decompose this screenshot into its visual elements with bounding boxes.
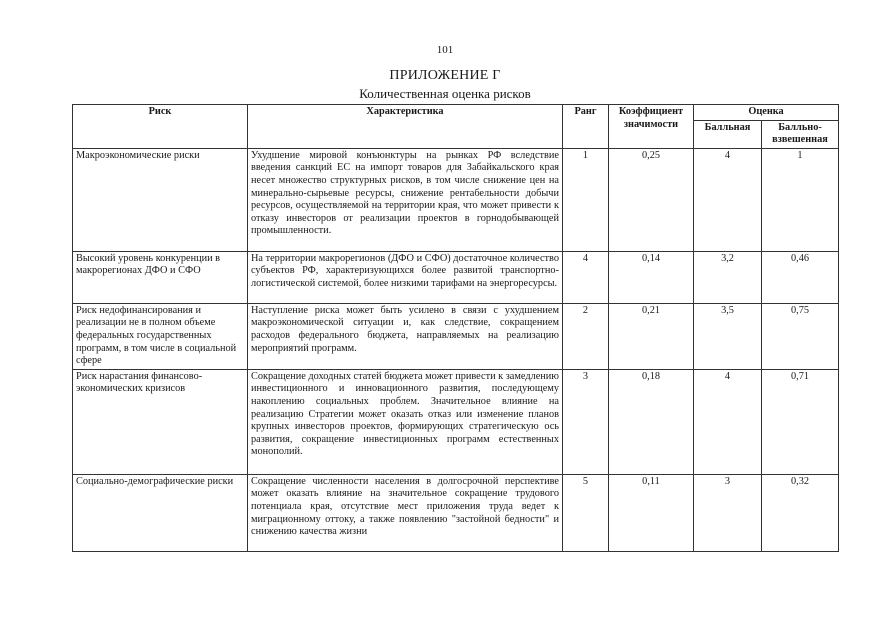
description-cell: Наступление риска может быть усилено в связи с ухудшением макроэкономической ситуации и, как следствие, сокращением расходов федерального бюджета, направляемых на реализацию мероприятий программ. (248, 303, 563, 369)
points-cell: 3,5 (694, 303, 762, 369)
rank-cell: 2 (563, 303, 609, 369)
description-cell: На территории макрорегионов (ДФО и СФО) достаточное количество субъектов РФ, характеризующихся более развитой транспортно-логистической системой, более низкими тарифами на энергоресурсы. (248, 251, 563, 303)
header-coefficient: Коэффициент значимости (609, 105, 694, 149)
risk-cell: Риск нарастания финансово-экономических кризисов (73, 369, 248, 474)
coefficient-cell: 0,25 (609, 148, 694, 251)
header-score: Оценка (694, 105, 839, 121)
table-row (73, 303, 839, 369)
weighted-cell: 0,71 (762, 369, 839, 474)
rank-cell: 3 (563, 369, 609, 474)
points-cell: 3 (694, 474, 762, 551)
table-header-row (73, 105, 839, 121)
header-characteristic: Характеристика (248, 105, 563, 149)
points-cell: 4 (694, 369, 762, 474)
coefficient-cell: 0,14 (609, 251, 694, 303)
table-row (73, 369, 839, 474)
coefficient-cell: 0,18 (609, 369, 694, 474)
risk-assessment-table (72, 104, 839, 552)
risk-cell: Социально-демографические риски (73, 474, 248, 551)
risk-cell: Макроэкономические риски (73, 148, 248, 251)
weighted-cell: 1 (762, 148, 839, 251)
header-risk: Риск (73, 105, 248, 149)
coefficient-cell: 0,11 (609, 474, 694, 551)
page-number: 101 (436, 44, 454, 56)
description-cell: Сокращение численности населения в долгосрочной перспективе может оказать влияние на значительное сокращение трудового потенциала края, отсутствие мест приложения труда ведет к миграционному оттоку, а также появлению "застойной бедности" и снижению качества жизни (248, 474, 563, 551)
points-cell: 3,2 (694, 251, 762, 303)
points-cell: 4 (694, 148, 762, 251)
table-row (73, 148, 839, 251)
rank-cell: 5 (563, 474, 609, 551)
risk-cell: Высокий уровень конкуренции в макрорегионах ДФО и СФО (73, 251, 248, 303)
table-title: Количественная оценка рисков (359, 86, 531, 101)
rank-cell: 4 (563, 251, 609, 303)
table-row (73, 474, 839, 551)
header-score-weighted: Балльно-взвешенная (762, 120, 839, 148)
weighted-cell: 0,32 (762, 474, 839, 551)
table-row (73, 251, 839, 303)
description-cell: Сокращение доходных статей бюджета может привести к замедлению инвестиционного и инновационного развития, последующему накоплению социальных проблем. Значительное влияние на реализацию Стратегии может оказать отказ или изменение планов крупных инвесторов проектов, формирующих стратегическую ось развития, сокращение инвестиционных программ естественных монополий. (248, 369, 563, 474)
header-rank: Ранг (563, 105, 609, 149)
weighted-cell: 0,46 (762, 251, 839, 303)
appendix-title: ПРИЛОЖЕНИЕ Г (389, 68, 501, 83)
description-cell: Ухудшение мировой конъюнктуры на рынках РФ вследствие введения санкций ЕС на импорт товаров для Забайкальского края несет множество структурных рисков, в том числе снижение цен на минерально-сырьевые ресурсы, снижение рентабельности добычи ресурсов, осуществляемой на территории края, что может привести к отказу инвесторов от реализации проектов в горнодобывающей промышленности. (248, 148, 563, 251)
header-score-points: Балльная (694, 120, 762, 148)
coefficient-cell: 0,21 (609, 303, 694, 369)
rank-cell: 1 (563, 148, 609, 251)
weighted-cell: 0,75 (762, 303, 839, 369)
risk-cell: Риск недофинансирования и реализации не в полном объеме федеральных государственных программ, в том числе в социальной сфере (73, 303, 248, 369)
